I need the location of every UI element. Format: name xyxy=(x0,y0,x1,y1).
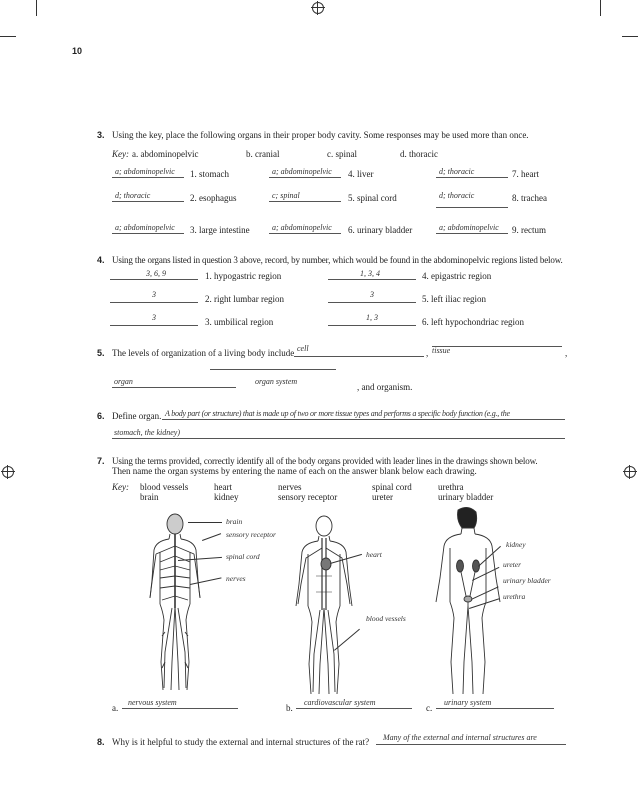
q3-key-d: d. thoracic xyxy=(400,149,438,159)
answer-blank[interactable] xyxy=(436,177,508,178)
q4-item: 6. left hypochondriac region xyxy=(422,317,524,327)
q3-item: 6. urinary bladder xyxy=(348,225,413,235)
answer-blank[interactable] xyxy=(112,438,565,439)
answer-text: 3 xyxy=(152,290,156,299)
answer-blank[interactable] xyxy=(294,356,424,357)
q7-key-term: spinal cord xyxy=(372,482,412,492)
answer-blank[interactable] xyxy=(436,207,508,208)
crop-mark xyxy=(600,0,601,16)
label-urinary-bladder: urinary bladder xyxy=(503,576,551,585)
answer-blank[interactable] xyxy=(436,708,554,709)
q4-text: Using the organs listed in question 3 above, record, by number, which would be found in the abdominopelvic regions listed below. xyxy=(112,255,563,265)
q4-item: 3. umbilical region xyxy=(205,317,274,327)
leader-line xyxy=(188,522,222,523)
q3-key-b: b. cranial xyxy=(246,149,280,159)
answer-text: 3, 6, 9 xyxy=(146,269,166,278)
label-heart: heart xyxy=(366,550,382,559)
label-spinal-cord: spinal cord xyxy=(226,552,260,561)
q3-text: Using the key, place the following organs in their proper body cavity. Some responses may be used more than once. xyxy=(112,130,529,140)
q4-item: 1. hypogastric region xyxy=(205,271,282,281)
answer-blank[interactable] xyxy=(112,387,236,388)
q4-item: 4. epigastric region xyxy=(422,271,492,281)
q3-item: 1. stomach xyxy=(190,169,229,179)
answer-text: c; spinal xyxy=(272,191,300,200)
urinary-system-drawing xyxy=(430,506,506,698)
answer-blank[interactable] xyxy=(110,302,198,303)
answer-c-letter: c. xyxy=(426,703,433,713)
answer-text: Many of the external and internal structures are xyxy=(383,733,537,742)
registration-mark-icon xyxy=(624,466,636,478)
answer-text: organ system xyxy=(255,377,298,386)
registration-mark-icon xyxy=(2,466,14,478)
q3-number: 3. xyxy=(97,130,105,140)
answer-blank[interactable] xyxy=(210,369,336,370)
q7-text-line1: Using the terms provided, correctly identify all of the body organs provided with leader lines in the drawings shown below. xyxy=(112,456,538,466)
label-blood-vessels: blood vessels xyxy=(366,614,406,623)
answer-blank[interactable] xyxy=(328,279,416,280)
q7-key-term: heart xyxy=(214,482,232,492)
crop-mark xyxy=(622,36,638,37)
q5-end: , and organism. xyxy=(357,382,413,392)
answer-text: 3 xyxy=(370,290,374,299)
crop-mark xyxy=(0,36,16,37)
answer-text: a; abdominopelvic xyxy=(272,223,332,232)
answer-text: d; thoracic xyxy=(439,167,475,176)
answer-text: stomach, the kidney) xyxy=(114,428,180,437)
q6-number: 6. xyxy=(97,411,105,421)
q5-number: 5. xyxy=(97,348,105,358)
answer-blank[interactable] xyxy=(436,233,508,234)
answer-blank[interactable] xyxy=(110,325,198,326)
q3-item: 8. trachea xyxy=(512,193,547,203)
answer-blank[interactable] xyxy=(432,346,562,347)
q7-key-term: nerves xyxy=(278,482,302,492)
answer-blank[interactable] xyxy=(122,708,238,709)
q7-key-term: ureter xyxy=(372,492,393,502)
label-urethra: urethra xyxy=(503,592,526,601)
answer-blank[interactable] xyxy=(112,233,184,234)
answer-blank[interactable] xyxy=(112,177,184,178)
q3-key-a: a. abdominopelvic xyxy=(132,149,199,159)
answer-text: cell xyxy=(297,344,309,353)
q7-key-term: blood vessels xyxy=(140,482,189,492)
q7-key-term: urethra xyxy=(438,482,464,492)
answer-text: organ xyxy=(114,377,133,386)
answer-a-letter: a. xyxy=(112,703,119,713)
answer-blank[interactable] xyxy=(376,744,566,745)
answer-text: d; thoracic xyxy=(439,191,475,200)
answer-blank[interactable] xyxy=(328,302,416,303)
q7-key-label: Key: xyxy=(112,482,129,492)
q8-text: Why is it helpful to study the external and internal structures of the rat? xyxy=(112,737,370,747)
q7-key-term: sensory receptor xyxy=(278,492,338,502)
label-kidney: kidney xyxy=(506,540,526,549)
answer-text: 1, 3, 4 xyxy=(360,269,380,278)
answer-text: d; thoracic xyxy=(115,191,151,200)
answer-text: a; abdominopelvic xyxy=(115,223,175,232)
label-brain: brain xyxy=(226,517,243,526)
q7-number: 7. xyxy=(97,456,105,466)
answer-b-letter: b. xyxy=(286,703,293,713)
q3-item: 7. heart xyxy=(512,169,539,179)
answer-blank[interactable] xyxy=(162,419,565,420)
q3-item: 5. spinal cord xyxy=(348,193,397,203)
q7-text-line2: Then name the organ systems by entering the name of each on the answer blank below each drawing. xyxy=(112,466,477,476)
q7-key-term: brain xyxy=(140,492,159,502)
q3-item: 9. rectum xyxy=(512,225,546,235)
answer-blank[interactable] xyxy=(269,177,341,178)
answer-blank[interactable] xyxy=(269,201,341,202)
answer-text: 3 xyxy=(152,313,156,322)
nervous-system-drawing xyxy=(148,512,228,697)
q6-text: Define organ. xyxy=(112,411,162,421)
q5-text: The levels of organization of a living body include xyxy=(112,348,295,358)
answer-blank[interactable] xyxy=(296,708,412,709)
crop-mark xyxy=(36,0,37,16)
answer-text: tissue xyxy=(432,346,451,355)
answer-blank[interactable] xyxy=(112,201,184,202)
answer-text: A body part (or structure) that is made up of two or more tissue types and performs a specific body function (e.g., the xyxy=(165,409,510,418)
label-nerves: nerves xyxy=(226,574,246,583)
answer-blank[interactable] xyxy=(269,233,341,234)
q4-item: 5. left iliac region xyxy=(422,294,486,304)
answer-blank[interactable] xyxy=(328,325,416,326)
answer-text: a; abdominopelvic xyxy=(439,223,499,232)
answer-text: cardiovascular system xyxy=(304,698,376,707)
comma: , xyxy=(426,348,429,358)
q8-number: 8. xyxy=(97,737,105,747)
q3-item: 3. large intestine xyxy=(190,225,250,235)
answer-blank[interactable] xyxy=(110,279,198,280)
q3-key-label: Key: xyxy=(112,149,129,159)
answer-text: 1, 3 xyxy=(366,313,378,322)
q4-number: 4. xyxy=(97,255,105,265)
registration-mark-icon xyxy=(312,2,324,14)
q3-item: 2. esophagus xyxy=(190,193,237,203)
page-number: 10 xyxy=(72,46,83,56)
cardiovascular-system-drawing xyxy=(286,514,366,699)
label-ureter: ureter xyxy=(503,560,522,569)
answer-text: urinary system xyxy=(444,698,492,707)
q3-key-c: c. spinal xyxy=(327,149,357,159)
label-sensory-receptor: sensory receptor xyxy=(226,530,276,539)
answer-text: nervous system xyxy=(128,698,177,707)
answer-text: a; abdominopelvic xyxy=(272,167,332,176)
comma: , xyxy=(565,348,568,358)
q3-item: 4. liver xyxy=(348,169,374,179)
q7-key-term: kidney xyxy=(214,492,239,502)
answer-text: a; abdominopelvic xyxy=(115,167,175,176)
q4-item: 2. right lumbar region xyxy=(205,294,284,304)
q7-key-term: urinary bladder xyxy=(438,492,494,502)
